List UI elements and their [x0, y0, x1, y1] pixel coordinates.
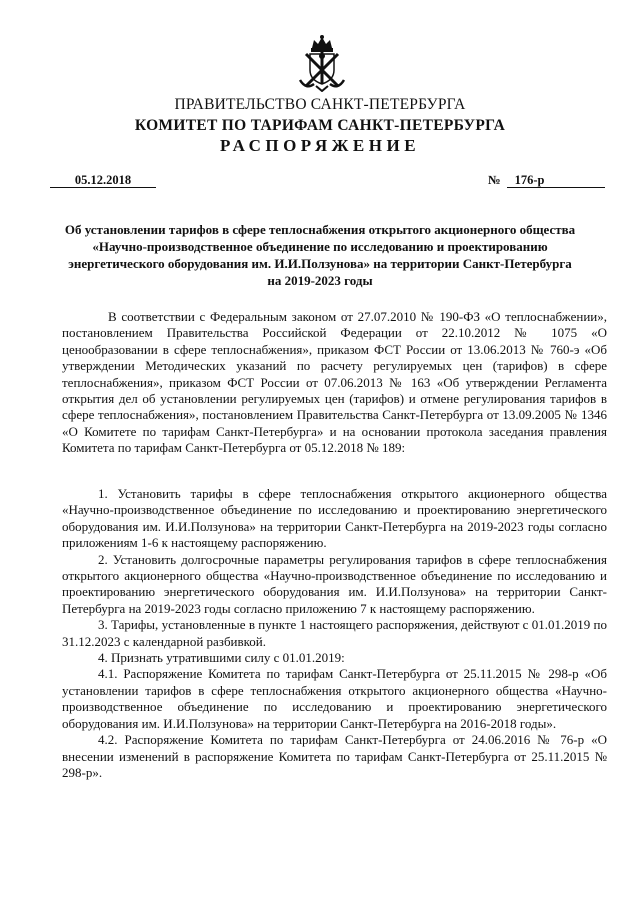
- number-sign: №: [488, 173, 501, 187]
- resolution-items: [62, 486, 607, 781]
- item-4-1: 4.1. Распоряжение Комитета по тарифам Санкт-Петербурга от 25.11.2015 № 298-р «Об установлении тарифов в сфере теплоснабжения открытого акционерного общества «Научно-производственное объединение по исследованию и проектированию энергетического оборудования им. И.И.Ползунова» на территории Санкт-Петербурга на 2016-2018 годы».: [62, 666, 607, 731]
- document-type: РАСПОРЯЖЕНИЕ: [219, 136, 421, 155]
- document-title: Об установлении тарифов в сфере теплоснабжения открытого акционерного общества «Научно-производственное объединение по исследованию и проектированию энергетического оборудования им. И.И.Ползунова» на территории Санкт-Петербурга на 2019-2023 годы: [64, 222, 576, 288]
- document-number: [488, 173, 605, 188]
- item-1: 1. Установить тарифы в сфере теплоснабжения открытого акционерного общества «Научно-производственное объединение по исследованию и проектированию энергетического оборудования им. И.И.Ползунова» на территории Санкт-Петербурга на 2019-2023 годы согласно приложениям 1-6 к настоящему распоряжению.: [62, 486, 607, 551]
- item-4: 4. Признать утратившими силу с 01.01.2019:: [98, 650, 345, 666]
- government-heading: ПРАВИТЕЛЬСТВО САНКТ-ПЕТЕРБУРГА: [174, 96, 466, 113]
- coat-of-arms-icon: [298, 34, 346, 92]
- item-2: 2. Установить долгосрочные параметры регулирования тарифов в сфере теплоснабжения открытого акционерного общества «Научно-производственное объединение по исследованию и проектированию энергетического оборудования им. И.И.Ползунова» на территории Санкт-Петербурга на 2019-2023 годы согласно приложению 7 к настоящему распоряжению.: [62, 551, 607, 616]
- item-4-2: 4.2. Распоряжение Комитета по тарифам Санкт-Петербурга от 24.06.2016 № 76-р «О внесении изменений в распоряжение Комитета по тарифам Санкт-Петербурга от 25.11.2015 № 298-р».: [62, 732, 607, 780]
- preamble-paragraph: В соответствии с Федеральным законом от 27.07.2010 № 190-ФЗ «О теплоснабжении», постановлением Правительства Российской Федерации от 22.10.2012 № 1075 «О ценообразовании в сфере теплоснабжения», приказом ФСТ России от 13.06.2013 № 760-э «Об утверждении Методических указаний по расчету регулируемых цен (тарифов) в сфере теплоснабжения», приказом ФСТ России от 07.06.2013 № 163 «Об утверждении Регламента открытия дел об установлении регулируемых цен (тарифов) и отмене регулирования тарифов в сфере теплоснабжения», постановлением Правительства Санкт-Петербурга от 13.09.2005 № 1346 «О Комитете по тарифам Санкт-Петербурга» и на основании протокола заседания правления Комитета по тарифам Санкт-Петербурга от 05.12.2018 № 189:: [62, 309, 607, 456]
- number-value: 176-р: [507, 173, 605, 188]
- committee-heading: КОМИТЕТ ПО ТАРИФАМ САНКТ-ПЕТЕРБУРГА: [134, 117, 506, 134]
- item-3: 3. Тарифы, установленные в пункте 1 настоящего распоряжения, действуют с 01.01.2019 по 31.12.2023 с календарной разбивкой.: [62, 617, 607, 649]
- document-date: 05.12.2018: [50, 173, 156, 188]
